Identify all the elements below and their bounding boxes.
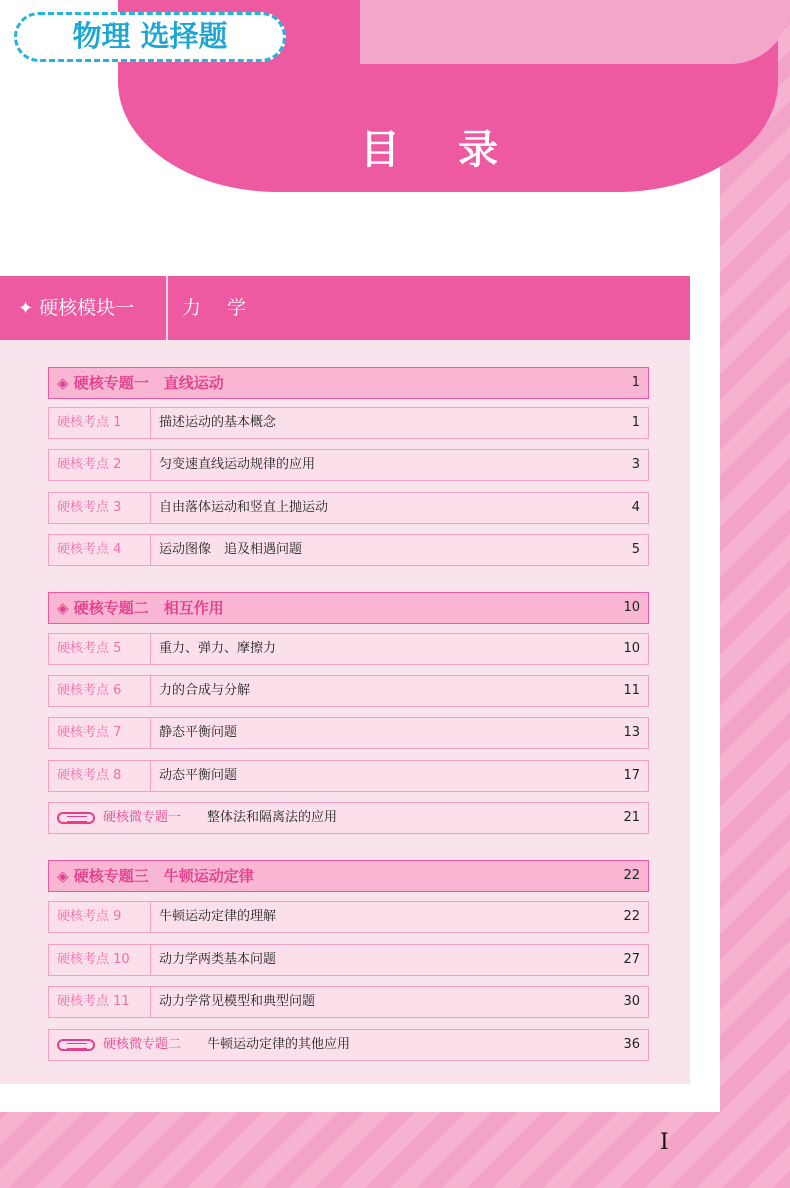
banner-cutout [360,0,790,64]
point-text: 自由落体运动和竖直上抛运动 [159,500,329,515]
point-text: 动力学两类基本问题 [159,952,277,967]
page-ref: 22 [623,868,640,883]
point-text: 运动图像 追及相遇问题 [159,542,303,557]
toc-topic[interactable] [48,367,649,399]
toc-row[interactable] [48,633,649,665]
micro-text: 整体法和隔离法的应用 [207,810,338,825]
diamond-icon: ◈ [57,599,74,617]
toc-row[interactable] [48,944,649,976]
module-header [0,276,690,340]
point-key: 硬核考点 8 [49,761,151,791]
page-ref: 17 [623,768,640,783]
diamond-icon: ◈ [57,374,74,392]
toc-topic[interactable] [48,592,649,624]
toc-row[interactable] [48,675,649,707]
page-ref: 27 [623,952,640,967]
page-ref: 36 [623,1037,640,1052]
point-text: 动力学常见模型和典型问题 [159,994,316,1009]
topic-label: ◈ 硬核专题二 相互作用 [57,599,224,617]
page-ref: 30 [623,994,640,1009]
page-number: I [660,1130,669,1155]
pencil-icon [57,1039,95,1051]
point-text: 力的合成与分解 [159,683,251,698]
toc-row[interactable] [48,534,649,566]
toc-row[interactable] [48,717,649,749]
diamond-icon: ◈ [57,867,74,885]
point-key: 硬核考点 6 [49,676,151,706]
point-text: 静态平衡问题 [159,725,238,740]
page-ref: 1 [631,415,640,430]
toc-row[interactable] [48,986,649,1018]
page-ref: 10 [623,600,640,615]
page-ref: 10 [623,641,640,656]
page-ref: 22 [623,909,640,924]
toc-row[interactable] [48,449,649,481]
module-divider [166,276,168,340]
page-title: 目 录 [360,127,520,173]
toc-row[interactable] [48,407,649,439]
toc-micro-row[interactable] [48,1029,649,1061]
point-key: 硬核考点 2 [49,450,151,480]
module-left-label: 硬核模块一 [39,297,135,319]
point-key: 硬核考点 1 [49,408,151,438]
micro-key: 硬核微专题二 [103,1037,182,1052]
toc-row[interactable] [48,492,649,524]
subject-tag: 物理 选择题 [14,12,286,62]
toc-row[interactable] [48,760,649,792]
toc-row[interactable] [48,901,649,933]
pencil-icon [57,812,95,824]
point-key: 硬核考点 10 [49,945,151,975]
page-ref: 13 [623,725,640,740]
page-ref: 11 [623,683,640,698]
page-ref: 21 [623,810,640,825]
toc-topic[interactable] [48,860,649,892]
module-left [0,276,166,340]
point-text: 描述运动的基本概念 [159,415,277,430]
micro-text: 牛顿运动定律的其他应用 [207,1037,351,1052]
point-key: 硬核考点 5 [49,634,151,664]
topic-label: ◈ 硬核专题三 牛顿运动定律 [57,867,254,885]
module-right-label: 力 学 [182,297,257,319]
point-key: 硬核考点 7 [49,718,151,748]
point-text: 牛顿运动定律的理解 [159,909,277,924]
toc-micro-row[interactable] [48,802,649,834]
point-key: 硬核考点 11 [49,987,151,1017]
topic-label: ◈ 硬核专题一 直线运动 [57,374,224,392]
point-key: 硬核考点 4 [49,535,151,565]
point-text: 重力、弹力、摩擦力 [159,641,277,656]
point-key: 硬核考点 9 [49,902,151,932]
page-ref: 1 [631,375,640,390]
point-text: 匀变速直线运动规律的应用 [159,457,316,472]
page-ref: 3 [631,457,640,472]
point-text: 动态平衡问题 [159,768,238,783]
page-ref: 4 [631,500,640,515]
micro-key: 硬核微专题一 [103,810,182,825]
sparkle-icon: ✦ [18,298,34,319]
point-key: 硬核考点 3 [49,493,151,523]
page-ref: 5 [631,542,640,557]
